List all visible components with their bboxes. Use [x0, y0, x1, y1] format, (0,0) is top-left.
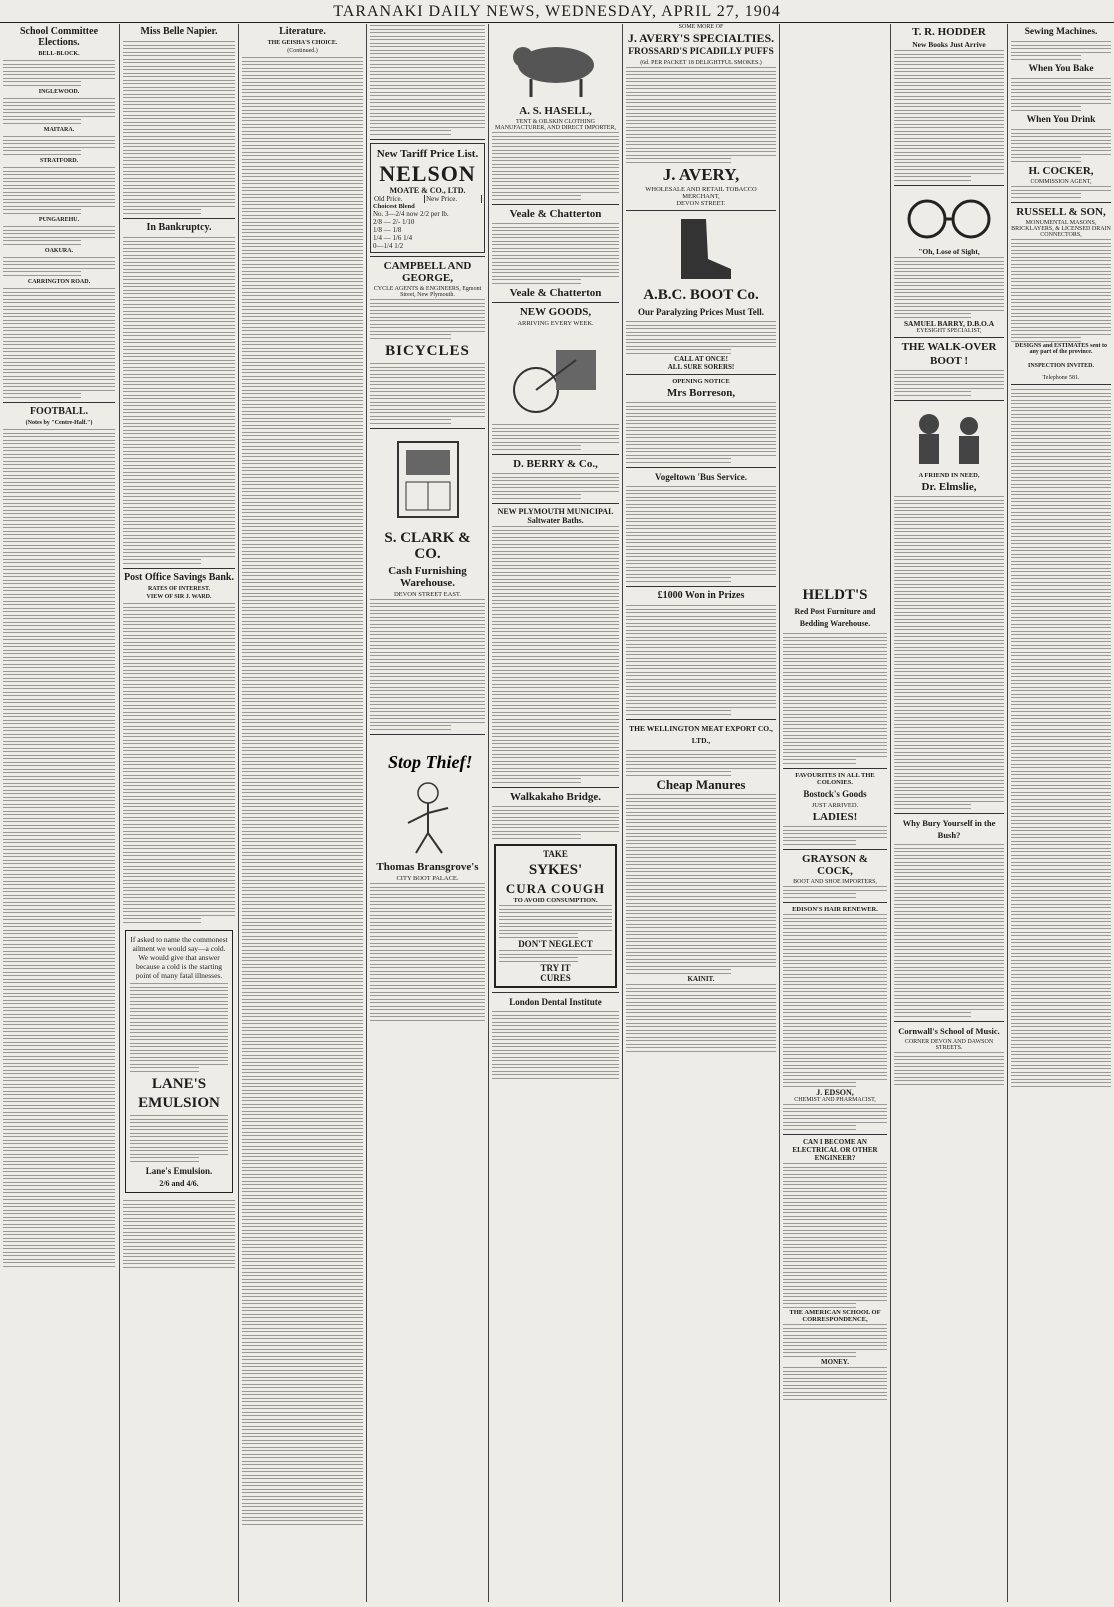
clark-sub: Cash Furnishing Warehouse. [388, 565, 467, 589]
abc-sure: ALL SURE SORERS! [667, 363, 735, 371]
hodder-title: T. R. HODDER [912, 26, 986, 38]
th-old: Old Price. [373, 195, 425, 203]
abc-call: CALL AT ONCE! [674, 355, 728, 363]
boot-illustration [666, 214, 736, 284]
subhead-pungarehu: PUNGAREHU. [38, 217, 80, 223]
avery-name: J. AVERY, [662, 165, 740, 184]
bransgrove-title: Thomas Bransgrove's [376, 861, 479, 873]
column-5 [488, 24, 622, 1602]
dental-title: London Dental Institute [509, 997, 602, 1007]
barry-sub: EYESIGHT SPECIALIST, [916, 328, 982, 334]
barry-title: SAMUEL BARRY, D.B.O.A [903, 319, 995, 328]
bull-illustration [501, 27, 611, 102]
waka-title: Walkakaho Bridge. [509, 791, 602, 803]
friend-title: A FRIEND IN NEED, [918, 472, 980, 479]
subhead-geisha: THE GEISHA'S CHOICE. [267, 40, 338, 46]
campbell-title: CAMPBELL AND GEORGE, [383, 260, 472, 284]
kainit-title: KAINIT. [687, 975, 715, 983]
lose-sight-title: "Oh, Lose of Sight, [918, 247, 980, 256]
column-9 [1007, 24, 1114, 1602]
hasell-title: A. S. HASELL, [519, 105, 592, 117]
clark-title: S. CLARK & CO. [384, 530, 471, 562]
heldt-title: HELDT'S [802, 587, 868, 603]
grayson-sub: BOOT AND SHOE IMPORTERS, [793, 879, 877, 885]
walk-over-boot: BOOT ! [929, 355, 968, 367]
wellington-meat-title: THE WELLINGTON MEAT EXPORT CO., LTD., [629, 724, 773, 745]
prize-title: £1000 Won in Prizes [657, 590, 745, 601]
telephone-text: Telephone 581. [1042, 375, 1080, 381]
spectacles-illustration [899, 189, 999, 244]
hair-renewer-title: EDISON'S HAIR RENEWER. [792, 906, 878, 913]
stop-thief-text: Stop Thief! [387, 752, 473, 772]
th-new: New Price. [425, 195, 482, 203]
cutter-illustration [506, 330, 606, 420]
column-6 [622, 24, 779, 1602]
nelson-company: MOATE & CO., LTD. [389, 186, 466, 195]
veale-title-2: Veale & Chatterton [509, 287, 602, 299]
cocker-sub: COMMISSION AGENT, [1030, 179, 1092, 185]
sewing-title: Sewing Machines. [1024, 27, 1098, 37]
american-school-title: THE AMERICAN SCHOOL OF CORRESPONDENCE, [789, 1309, 881, 1323]
grayson-title: GRAYSON & COCK, [802, 853, 868, 877]
when-you-drink: When You Drink [1026, 115, 1096, 125]
subhead-maitara: MAITARA. [43, 127, 75, 133]
column-1 [0, 24, 118, 1602]
choicest-blend: Choicest Blend [373, 203, 415, 210]
neglect-label: DON'T NEGLECT [518, 939, 593, 949]
emulsion-title: EMULSION [138, 1095, 220, 1111]
abc-boot-title: A.B.C. BOOT Co. [643, 287, 759, 303]
subhead-rates: RATES OF INTEREST. [147, 586, 211, 592]
avery-specialties-title: J. AVERY'S SPECIALTIES. [627, 31, 775, 45]
bostock-sub: JUST ARRIVED. [811, 802, 859, 809]
nelson-title: NELSON [379, 161, 476, 186]
walk-over-title: THE WALK-OVER [901, 341, 997, 353]
lanes-price: 2/6 and 4/6. [159, 1179, 199, 1188]
heldt-sub: Red Post Furniture and Bedding Warehouse. [794, 607, 876, 628]
tariff-ad [370, 143, 485, 253]
when-you-bake: When You Bake [1028, 64, 1094, 74]
campbell-sub: CYCLE AGENTS & ENGINEERS, Egmont Street, New Plymouth. [373, 286, 482, 298]
try-it-label: TRY IT [540, 963, 571, 973]
subhead-bell-block: BELL-BLOCK. [38, 51, 80, 57]
price-row-5: 0—1/4 1/2 [373, 242, 404, 250]
headline-football: FOOTBALL. [29, 406, 89, 417]
hasell-sub: TENT & OILSKIN CLOTHING MANUFACTURER, AND DIRECT IMPORTER, [495, 119, 616, 131]
cura-cough-title: CURA COUGH [505, 881, 606, 896]
cornwall-sub: CORNER DEVON AND DAWSON STREETS. [904, 1039, 994, 1051]
opening-notice: OPENING NOTICE [672, 378, 730, 385]
price-row-2: 2/8 — 2/- 1/10 [373, 218, 415, 226]
vogeltown-title: Vogeltown 'Bus Service. [655, 472, 747, 482]
subhead-view: VIEW OF SIR J. WARD. [146, 594, 212, 600]
picadilly-puffs-sub: (6d. PER PACKET 18 DELIGHTFUL SMOKES.) [640, 60, 762, 66]
headline-literature: Literature. [279, 26, 326, 37]
headline-bankruptcy: In Bankruptcy. [146, 222, 212, 233]
cocker-title: H. COCKER, [1028, 165, 1094, 177]
football-byline: (Notes by "Centre-Half.") [25, 420, 93, 426]
headline-post-office: Post Office Savings Bank. [123, 572, 234, 583]
bostock-title: Bostock's Goods [803, 789, 867, 799]
cornwall-title: Cornwall's School of Music. [898, 1026, 1000, 1036]
baths-title: NEW PLYMOUTH MUNICIPAL Saltwater Baths. [497, 507, 614, 525]
column-2 [119, 24, 238, 1602]
inspection-text: INSPECTION INVITED. [1027, 363, 1094, 369]
abc-slogan: Our Paralyzing Prices Must Tell. [637, 307, 765, 317]
favourites-title: FAVOURITES IN ALL THE COLONIES. [795, 772, 875, 786]
edson-title: J. EDSON, [816, 1088, 854, 1097]
clark-address: DEVON STREET EAST. [393, 591, 462, 598]
subhead-continued: (Continued.) [287, 48, 318, 54]
avery-merchant: WHOLESALE AND RETAIL TOBACCO MERCHANT, [645, 186, 757, 200]
avery-tag: SOME MORE OF [678, 24, 724, 30]
cures-label: CURES [540, 973, 571, 983]
edson-sub: CHEMIST AND PHARMACIST, [794, 1097, 876, 1103]
why-bury-title: Why Bury Yourself in the Bush? [902, 818, 996, 840]
price-row-4: 1/4 — 1/6 1/4 [373, 234, 413, 242]
column-8 [890, 24, 1007, 1602]
new-goods-title: NEW GOODS, [519, 306, 592, 318]
cheap-manures-title: Cheap Manures [656, 777, 746, 792]
headline-belle-napier: Miss Belle Napier. [140, 26, 218, 37]
masthead: TARANAKI DAILY NEWS, WEDNESDAY, APRIL 27, 1904 [0, 2, 1114, 23]
elmslie-title: Dr. Elmslie, [921, 481, 977, 493]
bicycles-title: BICYCLES [385, 343, 470, 359]
avery-street: DEVON STREET. [676, 200, 726, 207]
column-7 [779, 24, 890, 1602]
furniture-illustration [378, 432, 478, 527]
ladies-title: LADIES! [812, 811, 858, 823]
lanes-box-text: If asked to name the commonest ailment we would say—a cold. We would give that answer because a cold is the starting point of many fatal illnesses. [130, 935, 228, 980]
lanes-title: LANE'S [151, 1076, 207, 1092]
lanes-emulsion-name: Lane's Emulsion. [145, 1166, 213, 1176]
lanes-emulsion-ad [125, 930, 233, 1193]
hodder-sub: New Books Just Arrive [912, 40, 986, 49]
berry-title: D. BERRY & Co., [513, 458, 598, 470]
headline-school-committee: School Committee Elections. [19, 26, 99, 48]
designs-text: DESIGNS and ESTIMATES sent to any part of the province. [1015, 343, 1107, 355]
subhead-carrington-road: CARRINGTON ROAD. [27, 279, 91, 285]
borreson-title: Mrs Borreson, [666, 387, 736, 399]
sykes-cura-ad [494, 844, 617, 988]
engineer-title: CAN I BECOME AN ELECTRICAL OR OTHER ENGINEER? [792, 1138, 878, 1162]
bransgrove-sub: CITY BOOT PALACE. [396, 875, 459, 882]
stop-thief-illustration [378, 738, 478, 858]
sykes-title: SYKES' [528, 862, 583, 878]
tariff-title: New Tariff Price List. [376, 148, 479, 160]
column-3 [238, 24, 366, 1602]
subhead-inglewood: INGLEWOOD. [38, 89, 80, 95]
price-row-1: No. 3—2/4 now 2/2 per lb. [373, 210, 449, 218]
consumption-label: TO AVOID CONSUMPTION. [513, 897, 598, 904]
new-goods-sub: ARRIVING EVERY WEEK. [517, 320, 594, 327]
price-row-3: 1/8 — 1/8 [373, 226, 402, 234]
veale-title-1: Veale & Chatterton [509, 208, 602, 220]
friend-illustration [899, 404, 999, 469]
take-label: TAKE [543, 849, 568, 859]
subhead-stratford: STRATFORD. [39, 158, 79, 164]
price-table [373, 195, 482, 203]
subhead-oakura: OAKURA. [44, 248, 74, 254]
russell-title: RUSSELL & SON, [1016, 206, 1106, 218]
column-4 [366, 24, 488, 1602]
picadilly-puffs-title: FROSSARD'S PICADILLY PUFFS [628, 47, 774, 57]
russell-sub: MONUMENTAL MASONS, BRICKLAYERS, & LICENSED DRAIN CONNECTORS, [1011, 220, 1111, 238]
money-title: MONEY. [821, 1358, 849, 1366]
